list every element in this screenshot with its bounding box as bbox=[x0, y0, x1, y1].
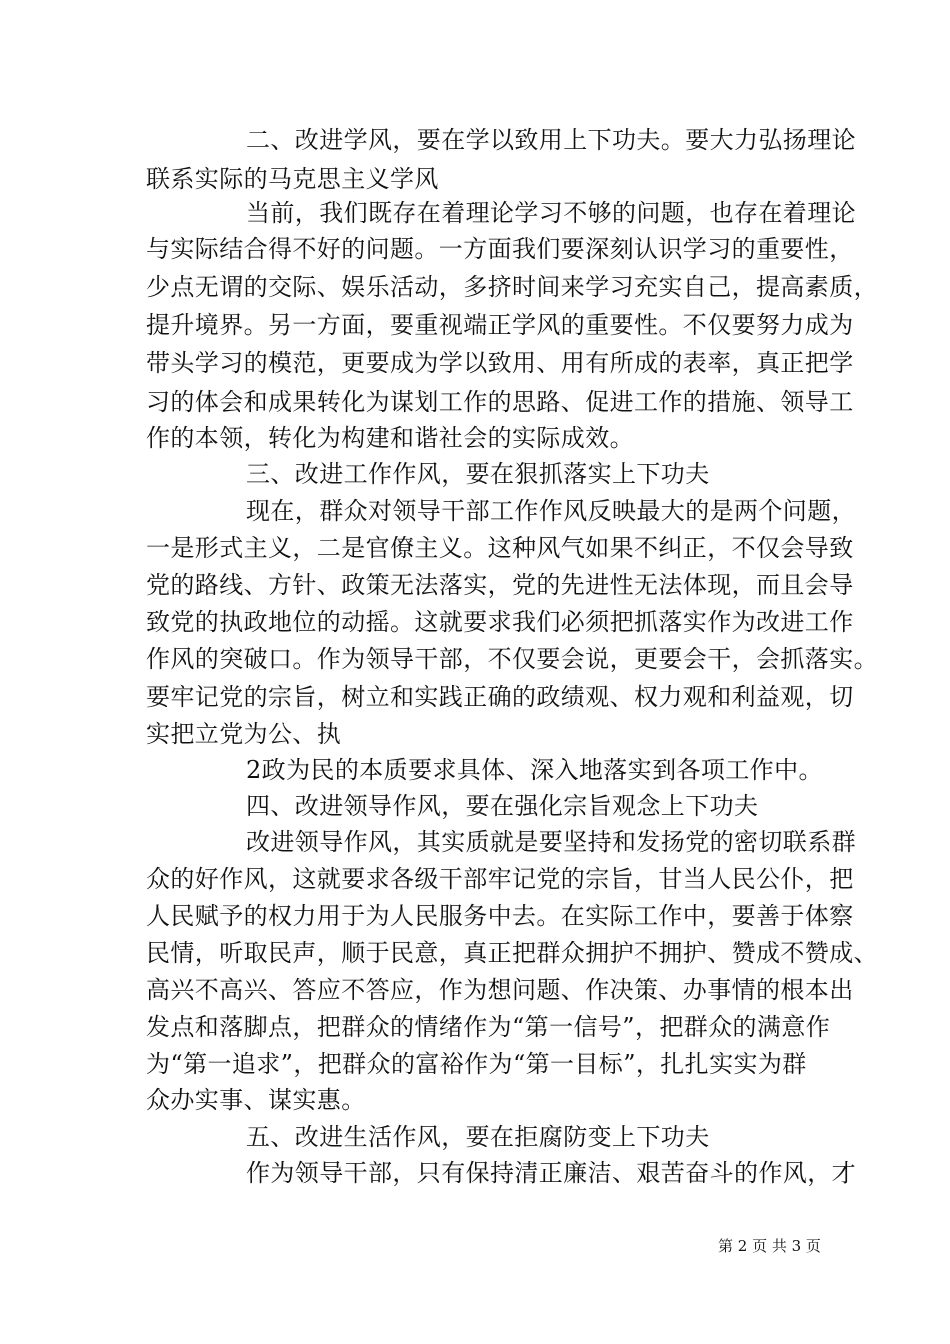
paragraph-line: 人民赋予的权力用于为人民服务中去。在实际工作中，要善于体察 bbox=[146, 902, 854, 930]
paragraph-line: 党的路线、方针、政策无法落实，党的先进性无法体现，而且会导 bbox=[146, 571, 854, 599]
paragraph-line: 少点无谓的交际、娱乐活动，多挤时间来学习充实自己，提高素质， bbox=[146, 273, 878, 301]
paragraph-line: 2政为民的本质要求具体、深入地落实到各项工作中。 bbox=[246, 756, 823, 784]
paragraph-line: 当前，我们既存在着理论学习不够的问题，也存在着理论 bbox=[246, 199, 856, 227]
section-heading-4: 四、改进领导作风，要在强化宗旨观念上下功夫 bbox=[246, 792, 759, 820]
section-heading-2-line-2: 联系实际的马克思主义学风 bbox=[146, 165, 439, 193]
paragraph-line: 发点和落脚点，把群众的情绪作为“第一信号”，把群众的满意作 bbox=[146, 1013, 831, 1041]
paragraph-line: 一是形式主义，二是官僚主义。这种风气如果不纠正，不仅会导致 bbox=[146, 534, 854, 562]
paragraph-line: 改进领导作风，其实质就是要坚持和发扬党的密切联系群 bbox=[246, 828, 856, 856]
paragraph-line: 作风的突破口。作为领导干部，不仅要会说，更要会干，会抓落实。 bbox=[146, 645, 878, 673]
paragraph-line: 实把立党为公、执 bbox=[146, 720, 342, 748]
paragraph-line: 习的体会和成果转化为谋划工作的思路、促进工作的措施、领导工 bbox=[146, 388, 854, 416]
paragraph-line: 带头学习的模范，更要成为学以致用、用有所成的表率，真正把学 bbox=[146, 349, 854, 377]
paragraph-line: 与实际结合得不好的问题。一方面我们要深刻认识学习的重要性， bbox=[146, 235, 854, 263]
paragraph-line: 高兴不高兴、答应不答应，作为想问题、作决策、办事情的根本出 bbox=[146, 976, 854, 1004]
paragraph-line: 民情，听取民声，顺于民意，真正把群众拥护不拥护、赞成不赞成、 bbox=[146, 939, 878, 967]
paragraph-line: 要牢记党的宗旨，树立和实践正确的政绩观、权力观和利益观，切 bbox=[146, 683, 854, 711]
paragraph-line: 现在，群众对领导干部工作作风反映最大的是两个问题， bbox=[246, 497, 856, 525]
paragraph-line: 为“第一追求”，把群众的富裕作为“第一目标”，扎扎实实为群 bbox=[146, 1050, 807, 1078]
section-heading-2-line-1: 二、改进学风，要在学以致用上下功夫。要大力弘扬理论 bbox=[246, 126, 856, 154]
paragraph-line: 致党的执政地位的动摇。这就要求我们必须把抓落实作为改进工作 bbox=[146, 608, 854, 636]
section-heading-5: 五、改进生活作风，要在拒腐防变上下功夫 bbox=[246, 1123, 710, 1151]
paragraph-line: 作的本领，转化为构建和谐社会的实际成效。 bbox=[146, 424, 634, 452]
paragraph-line: 众办实事、谋实惠。 bbox=[146, 1086, 366, 1114]
paragraph-line: 提升境界。另一方面，要重视端正学风的重要性。不仅要努力成为 bbox=[146, 311, 854, 339]
paragraph-line: 众的好作风，这就要求各级干部牢记党的宗旨，甘当人民公仆，把 bbox=[146, 865, 854, 893]
page-number-footer: 第 2 页 共 3 页 bbox=[718, 1237, 821, 1255]
section-heading-3: 三、改进工作作风，要在狠抓落实上下功夫 bbox=[246, 460, 710, 488]
paragraph-line: 作为领导干部，只有保持清正廉洁、艰苦奋斗的作风，才 bbox=[246, 1159, 856, 1187]
